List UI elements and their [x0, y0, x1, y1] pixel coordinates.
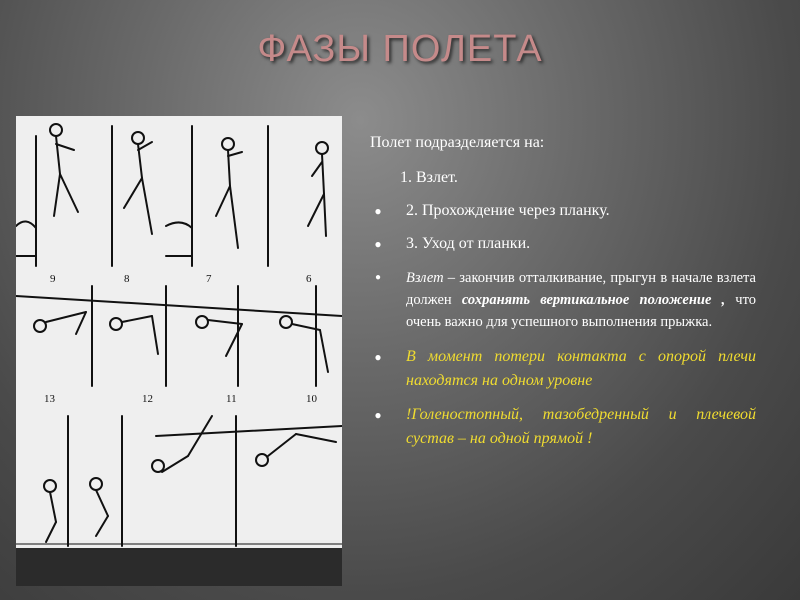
figure-label-8: 8 [124, 273, 130, 285]
shoulders-text: В момент потери контакта с опорой плечи находятся на одном уровне [406, 348, 756, 389]
takeoff-term: Взлет [406, 270, 444, 286]
figure-label-12: 12 [142, 393, 153, 405]
high-jump-phases-figure [16, 116, 342, 548]
bullet-dot-icon: ● [374, 408, 382, 422]
bullet-shoulders [370, 345, 756, 393]
bullet-joints [370, 403, 756, 451]
bullet-takeoff [370, 267, 756, 333]
bullet-dot-icon: ● [374, 350, 382, 364]
list-item-2 [370, 200, 756, 222]
joints-text: !Голеностопный, тазобедренный и плечевой сустав – на одной прямой ! [406, 406, 756, 447]
takeoff-emphasis: сохранять вертикальное положение , [461, 292, 726, 308]
bullet-dot-icon: ● [374, 204, 382, 218]
slide-title: ФАЗЫ ПОЛЕТА [257, 28, 543, 70]
slide-text [370, 132, 756, 451]
intro-line: Полет подразделяется на: [370, 134, 545, 151]
list-item-1: 1. Взлет. [400, 169, 458, 186]
figure-label-11: 11 [226, 393, 237, 405]
bullet-dot-icon: ● [374, 237, 382, 251]
list-item-3 [370, 233, 756, 255]
list-item-2-text: 2. Прохождение через планку. [406, 202, 610, 219]
figure-label-6: 6 [306, 273, 312, 285]
figure-label-10: 10 [306, 393, 317, 405]
list-item-3-text: 3. Уход от планки. [406, 235, 531, 252]
figure-label-13: 13 [44, 393, 55, 405]
takeoff-text-a: – закончив отталкивание, прыгун в начале взлета должен [406, 270, 756, 308]
figure-label-9: 9 [50, 273, 56, 285]
figure-label-7: 7 [206, 273, 212, 285]
bullet-dot-icon: ● [374, 272, 382, 283]
takeoff-text-b: что очень важно для успешного выполнения прыжка. [406, 292, 756, 330]
